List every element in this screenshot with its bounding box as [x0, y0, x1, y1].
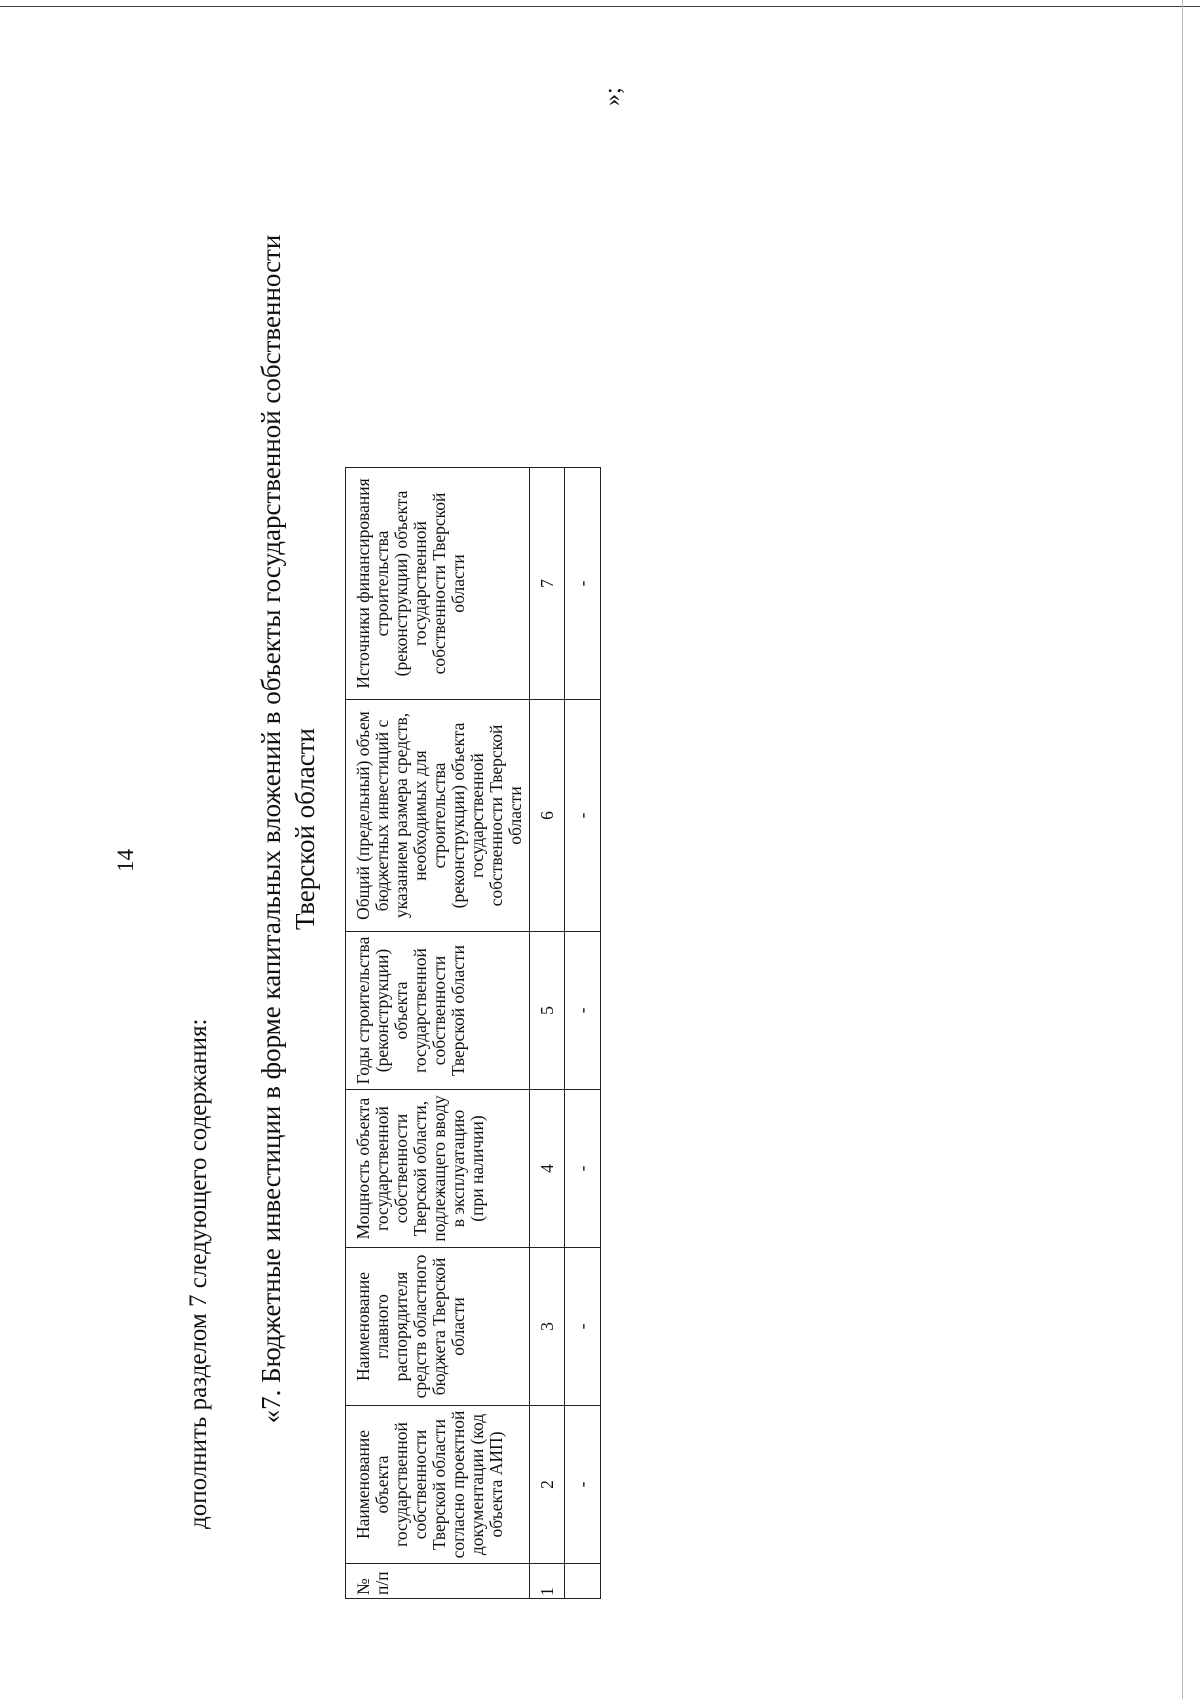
header-cell: Общий (предельный) объем бюджетных инвестиций с указанием размера средств, необходимых для строительства (реконструкции) объекта государственной собственности Тверской области: [346, 700, 530, 932]
closing-quote: »;: [600, 87, 626, 106]
header-cell: № п/п: [346, 1564, 530, 1599]
data-cell: -: [565, 1248, 601, 1406]
data-cell: -: [565, 1406, 601, 1564]
header-cell: Мощность объекта государственной собственности Тверской области, подлежащего вводу в эксплуатацию (при наличии): [346, 1090, 530, 1248]
data-cell: -: [565, 932, 601, 1090]
data-cell: -: [565, 700, 601, 932]
investment-table: [345, 467, 601, 1599]
index-cell: 4: [530, 1090, 565, 1248]
header-cell: Годы строительства (реконструкции) объекта государственной собственности Тверской области: [346, 932, 530, 1090]
index-cell: 2: [530, 1406, 565, 1564]
data-cell: -: [565, 1090, 601, 1248]
section-title-line-2: Тверской области: [290, 728, 320, 930]
table-header-row: [346, 468, 530, 1599]
header-cell: Наименование объекта государственной собственности Тверской области согласно проектной документации (код объекта АИП): [346, 1406, 530, 1564]
header-cell: Источники финансирования строительства (реконструкции) объекта государственной собственности Тверской области: [346, 468, 530, 700]
index-cell: 1: [530, 1564, 565, 1599]
section-title-line-1: «7. Бюджетные инвестиции в форме капитальных вложений в объекты государственной собственности: [256, 234, 286, 1424]
index-cell: 5: [530, 932, 565, 1090]
page-number: 14: [113, 849, 138, 872]
index-cell: 3: [530, 1248, 565, 1406]
index-cell: 6: [530, 700, 565, 932]
header-cell: Наименование главного распорядителя средств областного бюджета Тверской области: [346, 1248, 530, 1406]
index-cell: 7: [530, 468, 565, 700]
table-row: [565, 468, 601, 1599]
intro-text: дополнить разделом 7 следующего содержания:: [185, 1018, 212, 1529]
table-index-row: [530, 468, 565, 1599]
data-cell: -: [565, 468, 601, 700]
data-cell: [565, 1564, 601, 1599]
section-title: [254, 129, 322, 1529]
